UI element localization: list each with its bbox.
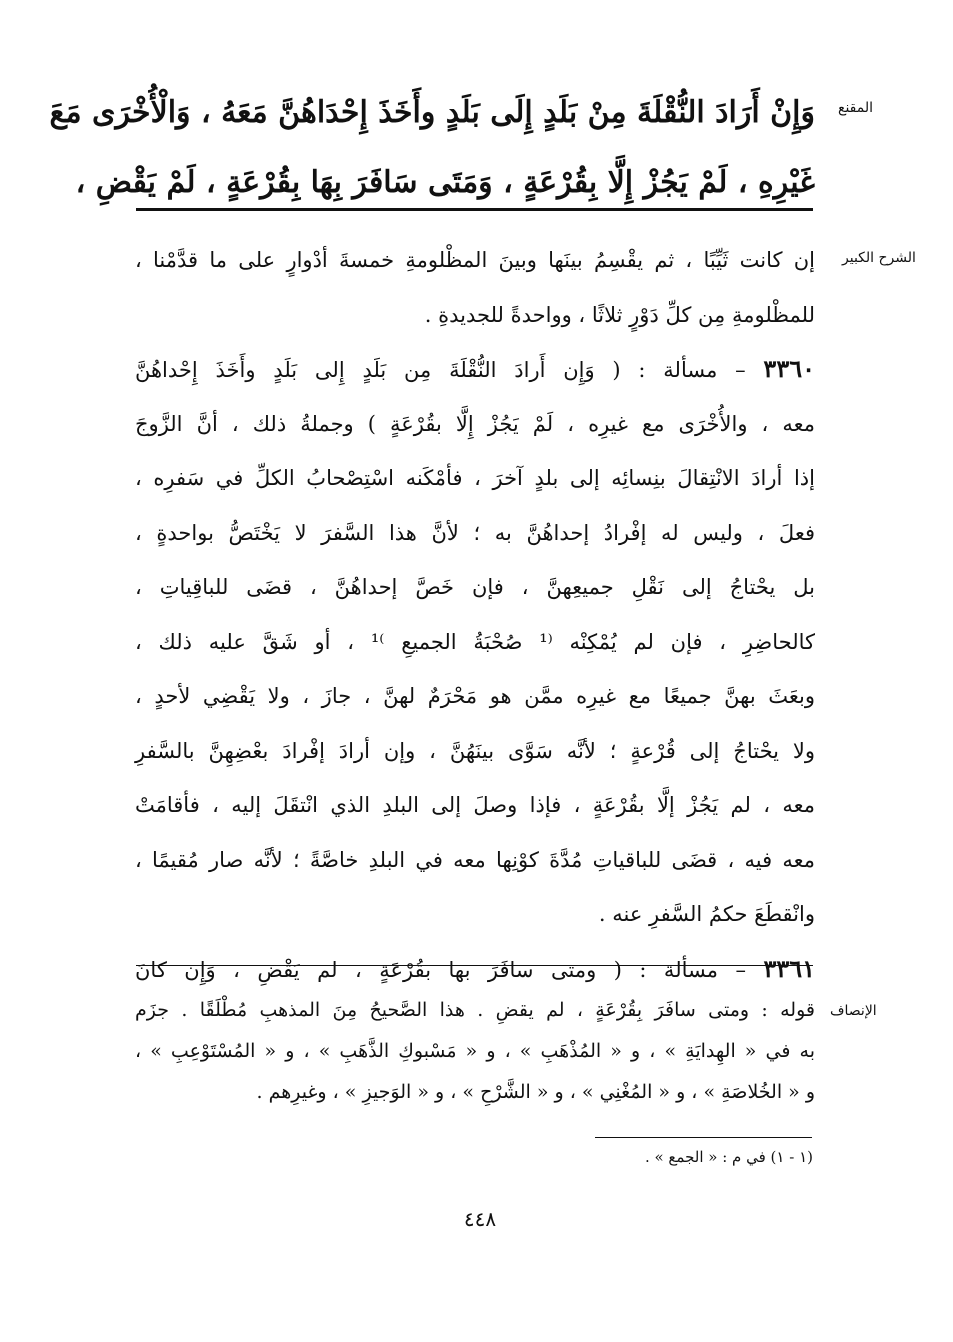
insaf-line: قوله : ومتى سافَرَ بِقُرْعَةٍ ، لم يقضِ . هذا الصَّحيحُ مِنَ المذهبِ مُطْلَقًا . جزَم (135, 999, 815, 1021)
insaf-line: به في « الهِدايَةِ » ، و « المُذْهَبِ » ، و « مَسْبوكِ الذَّهَبِ » ، و « المُسْتَوْعِبِ » ، (135, 1040, 815, 1062)
footnote-divider (595, 1137, 812, 1138)
masala-first-line: – مسألة : ( وَإِن أَرادَ النُّقْلَةَ مِن بَلَدٍ إِلى بَلَدٍ وأَخَذَ إِحْداهُنَّ (135, 358, 746, 382)
insaf-line: و « الخُلاصَةِ » ، و « المُغْنِي » ، و « الشَّرْحِ » ، و « الوَجيزِ » ، وغيرِهم . (256, 1081, 815, 1103)
page-number: ٤٤٨ (463, 1207, 497, 1231)
sharh-line: وبعَثَ بهنَّ جميعًا مع غيرِه ممَّن هو مَحْرَمٌ لهنَّ ، جازَ ، ولا يَقْضِي لأحدٍ ، (135, 684, 815, 708)
masala-first-line: – مسألة : ( ومتى سافَرَ بها بقُرْعَةٍ ، لم يَقْضِ ، وَإِن كانَ (135, 957, 746, 982)
sharh-line: معه ، والأُخْرَى مع غيرِه ، لَمْ يَجُزْ إِلَّا بقُرْعَةٍ ) وجملةُ ذلك ، أنَّ الزَّوجَ (135, 411, 815, 436)
sharh-label: الشرح الكبير (842, 250, 916, 266)
sharh-line: معه ، لم يَجُزْ إلَّا بقُرْعَةٍ ، فإذا وصلَ إلى البلدِ الذي انْتقَلَ إليه ، فأقامَتْ (135, 793, 815, 817)
muqni-line: وَإِنْ أَرَادَ النُّقْلَةَ مِنْ بَلَدٍ إِلَى بَلَدٍ وأَخَذَ إِحْدَاهُنَّ مَعَهُ ، وَالْأُخْرَى مَعَ (49, 95, 815, 130)
sharh-line: إذا أرادَ الانْتِقالَ بنِسائِه إلى بلدٍ آخرَ ، فأمْكَنه اسْتِصْحابُ الكلِّ في سَفرِه ، (135, 466, 815, 490)
muqni-line: غَيْرِهِ ، لَمْ يَجُزْ إِلَّا بِقُرْعَةٍ ، وَمَتَى سَافَرَ بِهَا بِقُرْعَةٍ ، لَمْ يَقْضِ ، (75, 165, 815, 200)
masala-heading (135, 342, 815, 397)
masala-heading (135, 942, 815, 997)
footnote: (١ - ١) في م : « الجمع » . (644, 1148, 813, 1166)
section-divider (136, 965, 813, 966)
sharh-text (135, 233, 815, 996)
sharh-line: إن كانت ثَيِّبًا ، ثم يقْسِمُ بينَها وبينَ المظْلومةِ خمسةَ أدْوارٍ على ما قدَّمْنا ، (135, 248, 815, 272)
masala-number: ٣٣٦١ (763, 953, 815, 983)
muqni-text (49, 78, 815, 218)
sharh-line: وانْقطَعَ حكمُ السَّفرِ عنه . (598, 902, 815, 926)
sharh-line: ولا يحْتاجُ إلى قُرْعةٍ ؛ لأنَّه سَوَّى بينَهُنَّ ، وإن أرادَ إفْرادَ بعْضِهِنَّ بالسَّفرِ (135, 738, 815, 763)
section-divider (136, 208, 813, 211)
masala-number: ٣٣٦٠ (763, 354, 815, 383)
insaf-label: الإنصاف (830, 1003, 877, 1019)
sharh-line: للمظْلومةِ مِن كلِّ دَوْرٍ ثلاثًا ، وواحدةً للجديدةِ . (424, 302, 815, 327)
sharh-line: معه فيه ، قضَى للباقياتِ مُدَّةَ كوْنِها معه في البلدِ خاصَّةً ؛ لأنَّه صار مُقيمًا ، (135, 847, 815, 872)
sharh-line: بل يحْتاجُ إلى نَقْلِ جميعِهنَّ ، فإن خَصَّ إحداهُنَّ ، قضَى للباقِياتِ ، (135, 575, 815, 599)
sharh-line: فعلَ ، وليس له إفْرادُ إحداهُنَّ به ؛ لأنَّ هذا السَّفرَ لا يَخْتَصُّ بواحدةٍ ، (135, 520, 815, 545)
insaf-text (135, 990, 815, 1113)
sharh-line: كالحاضِرِ ، فإن لم يُمْكِنْه ⁽¹ صُحْبَةُ الجميعِ ⁾¹ ، أو شَقَّ عليه ذلك ، (135, 629, 816, 654)
muqni-label: المقنع (838, 100, 874, 116)
